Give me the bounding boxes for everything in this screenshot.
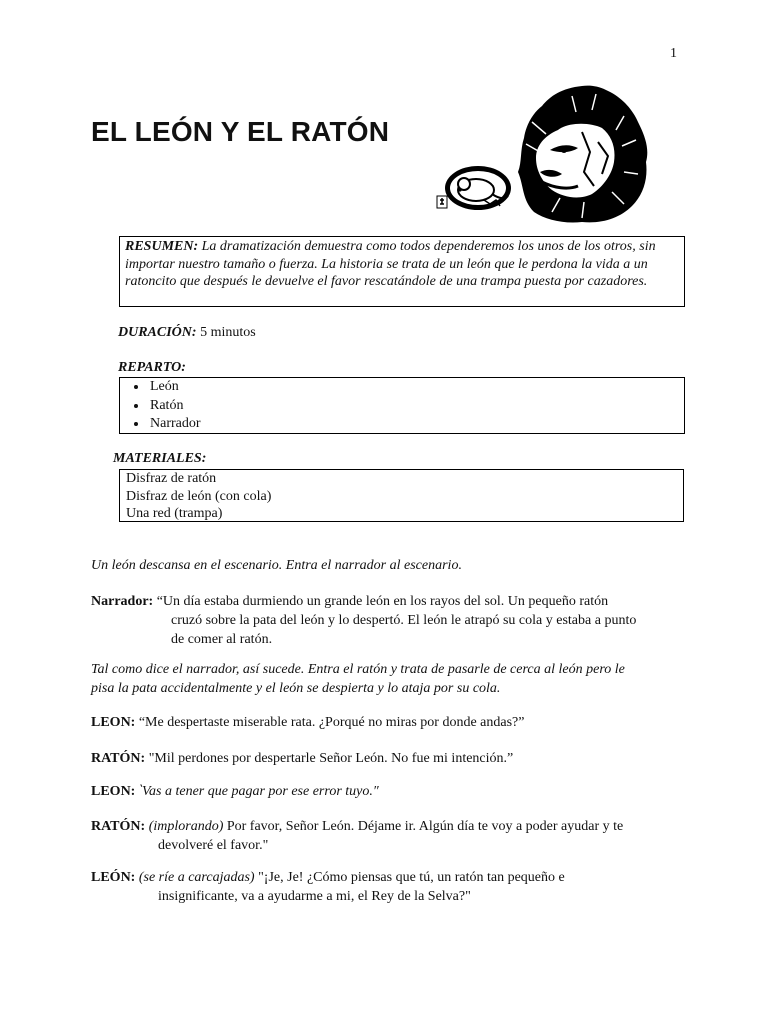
cast-item: • Narrador [148,415,678,434]
materials-item: Disfraz de león (con cola) [126,488,272,504]
stage-direction [91,660,691,698]
speaker-label: Narrador: [91,594,154,609]
leon-line [91,713,691,732]
summary-text: La dramatización demuestra como todos dependeremos los unos de los otros, sin importar nuestro tamaño o fuerza. La historia se trata de un león que le perdona la vida a un ratoncito que después le devuelve el favor rescatándole de una trampa puesta por cazadores. [125,239,656,289]
cast-label: REPARTO: [118,360,186,375]
stage-direction-line: pisa la pata accidentalmente y el león se despierta y lo ataja por su cola. [91,681,501,696]
dialogue-text: devolveré el favor." [158,838,269,853]
summary-box [119,236,685,307]
materials-label: MATERIALES: [113,451,207,466]
leon-line [91,868,691,906]
materials-item: Disfraz de ratón [126,471,217,486]
dialogue-text: insignificante, va a ayudarme a mi, el Rey de la Selva?" [158,889,471,904]
duration-label: DURACIÓN: [118,325,197,340]
leon-line [91,782,691,801]
speaker-label: LEON: [91,715,136,730]
mouse-illustration [434,160,514,218]
dialogue-text: “Me despertaste miserable rata. ¿Porqué no miras por donde andas?” [135,715,525,730]
stage-aside: (implorando) [148,819,224,834]
dialogue-text: ‵Vas a tener que pagar por ese error tuyo.″ [135,784,379,799]
speaker-label: LEÓN: [91,870,136,885]
narrator-line [91,592,691,649]
cast-item: • Ratón [148,397,678,416]
raton-line [91,817,691,855]
speaker-label: RATÓN: [91,751,146,766]
page-number: 1 [670,46,677,61]
cast-box [119,377,685,434]
stage-direction-line: Tal como dice el narrador, así sucede. Entra el ratón y trata de pasarle de cerca al león pero le [91,662,625,677]
page-title: EL LEÓN Y EL RATÓN [91,116,390,147]
materials-item: Una red (trampa) [126,506,223,521]
dialogue-text: “Un día estaba durmiendo un grande león en los rayos del sol. Un pequeño ratón [153,594,609,609]
duration [118,325,256,341]
lion-illustration [512,82,652,226]
materials-box [119,469,684,522]
dialogue-text: "Mil perdones por despertarle Señor León. No fue mi intención.” [145,751,514,766]
dialogue-text: de comer al ratón. [171,632,273,647]
dialogue-text: "¡Je, Je! ¿Cómo piensas que tú, un ratón tan pequeño e [254,870,565,885]
speaker-label: LEON: [91,784,136,799]
dialogue-text: Por favor, Señor León. Déjame ir. Algún día te voy a poder ayudar y te [223,819,624,834]
summary-label: RESUMEN: [125,239,199,254]
cast-list [126,378,678,434]
stage-direction: Un león descansa en el escenario. Entra el narrador al escenario. [91,558,462,573]
raton-line [91,749,691,768]
dialogue-text: cruzó sobre la pata del león y lo despertó. El león le atrapó su cola y estaba a punto [171,613,637,628]
stage-aside: (se ríe a carcajadas) [138,870,255,885]
cast-item: • León [148,378,678,397]
speaker-label: RATÓN: [91,819,146,834]
duration-value: 5 minutos [200,325,256,340]
